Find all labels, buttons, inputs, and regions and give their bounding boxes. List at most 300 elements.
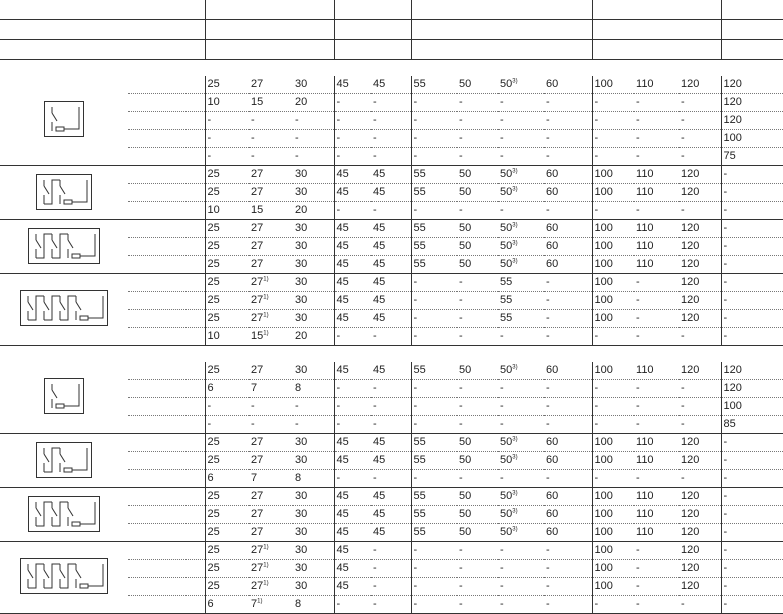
rating-value: - <box>295 400 299 412</box>
voltage-label <box>128 328 186 346</box>
rating-value: 120 <box>681 258 700 270</box>
rating-value: 55 <box>413 526 426 538</box>
rating-value: - <box>681 472 685 484</box>
voltage-label <box>128 238 186 256</box>
rating-value: 10 <box>207 330 220 342</box>
rating-cell-ga75 <box>721 560 783 578</box>
rating-value: 25 <box>207 258 220 270</box>
rating-cell-af30 <box>457 274 498 292</box>
voltage-label <box>128 524 186 542</box>
single-pole-contact-icon <box>44 101 84 137</box>
rating-cell-a30 <box>411 506 457 524</box>
rating-value: 120 <box>681 436 700 448</box>
rating-cell-af30 <box>457 130 498 148</box>
rating-value: - <box>373 472 377 484</box>
rating-cell-af26 <box>371 488 411 506</box>
rating-value: 120 <box>723 78 742 90</box>
rating-value: - <box>336 598 341 610</box>
rating-cell-a9 <box>205 452 249 470</box>
rating-value: 45 <box>336 186 349 198</box>
rating-cell-a50 <box>592 416 634 434</box>
rating-value: 45 <box>373 78 386 90</box>
rating-value: - <box>636 382 640 394</box>
rating-value: 6 <box>207 472 214 484</box>
rating-value: - <box>500 382 504 394</box>
rating-value: - <box>723 490 728 502</box>
rating-cell-a30 <box>411 274 457 292</box>
rating-cell-af38 <box>498 380 544 398</box>
rating-value: 100 <box>594 168 613 180</box>
rating-value: - <box>594 418 599 430</box>
rating-value: - <box>413 294 418 306</box>
rating-cell-af38 <box>498 362 544 380</box>
voltage-label <box>128 310 186 328</box>
rating-cell-a75 <box>679 596 721 614</box>
rating-value: - <box>636 400 640 412</box>
rating-cell-a40 <box>544 416 592 434</box>
rating-value: - <box>636 132 640 144</box>
rating-value: 27 <box>251 436 264 448</box>
footnote-marker: 3) <box>512 258 518 265</box>
rating-value: 110 <box>636 364 654 376</box>
rating-value: - <box>723 436 728 448</box>
rating-cell-a16 <box>293 524 334 542</box>
rating-value: 50 <box>459 490 472 502</box>
rating-value: - <box>459 598 463 610</box>
rating-value: 45 <box>336 508 349 520</box>
rating-value: - <box>500 400 504 412</box>
rating-value: 45 <box>373 276 386 288</box>
rating-value: 120 <box>681 490 700 502</box>
rating-value: 15 <box>251 204 264 216</box>
rating-value: - <box>546 330 550 342</box>
rating-cell-af30 <box>457 256 498 274</box>
rating-cell-af38 <box>498 506 544 524</box>
rating-value: 110 <box>636 258 654 270</box>
rating-value: - <box>681 418 685 430</box>
single-pole-contact-icon <box>44 378 84 414</box>
rating-value: 120 <box>681 526 700 538</box>
rating-cell-af26 <box>371 524 411 542</box>
rating-value: - <box>500 562 504 574</box>
rating-value: - <box>373 150 377 162</box>
rating-value: - <box>500 418 504 430</box>
rating-cell-a50 <box>592 560 634 578</box>
rating-cell-af30 <box>457 524 498 542</box>
rating-cell-a63 <box>634 470 679 488</box>
rating-value: - <box>546 114 550 126</box>
rating-value: - <box>636 312 640 324</box>
rating-value: - <box>459 418 463 430</box>
unit-label <box>186 470 205 488</box>
rating-value: - <box>500 132 504 144</box>
rating-value: 27 <box>251 544 264 556</box>
rating-value: 20 <box>295 96 308 108</box>
rating-value: 30 <box>295 186 308 198</box>
rating-value: 100 <box>594 454 613 466</box>
rating-cell-a30 <box>411 398 457 416</box>
rating-cell-af26 <box>371 220 411 238</box>
rating-cell-a26 <box>334 452 371 470</box>
rating-value: 27 <box>251 364 264 376</box>
rating-value: 100 <box>594 276 613 288</box>
rating-cell-ga75 <box>721 362 783 380</box>
rating-cell-a16 <box>293 184 334 202</box>
rating-cell-a16 <box>293 362 334 380</box>
rating-value: - <box>636 96 640 108</box>
rating-cell-a63 <box>634 112 679 130</box>
rating-value: 25 <box>207 312 220 324</box>
rating-value: - <box>207 132 212 144</box>
rating-value: 50 <box>459 168 472 180</box>
rating-cell-af38 <box>498 542 544 560</box>
rating-value: 45 <box>373 508 386 520</box>
rating-cell-af26 <box>371 542 411 560</box>
rating-cell-a12 <box>249 362 293 380</box>
rating-value: 45 <box>373 312 386 324</box>
rating-cell-a75 <box>679 274 721 292</box>
rating-cell-a30 <box>411 560 457 578</box>
rating-value: - <box>500 580 504 592</box>
rating-cell-a16 <box>293 148 334 166</box>
rating-value: 50 <box>500 508 513 520</box>
rating-value: - <box>636 562 640 574</box>
rating-cell-a30 <box>411 256 457 274</box>
rating-value: - <box>546 400 550 412</box>
voltage-label <box>128 112 186 130</box>
footnote-marker: 3) <box>512 454 518 461</box>
rating-cell-af30 <box>457 94 498 112</box>
rating-cell-a40 <box>544 506 592 524</box>
rating-cell-ga75 <box>721 328 783 346</box>
rating-value: - <box>681 132 685 144</box>
rating-value: - <box>636 276 640 288</box>
rating-cell-a63 <box>634 506 679 524</box>
rating-cell-a63 <box>634 560 679 578</box>
rating-cell-a16 <box>293 256 334 274</box>
rating-value: 50 <box>500 364 513 376</box>
rating-cell-a30 <box>411 542 457 560</box>
header-cell-a40 <box>544 0 592 20</box>
rating-value: 120 <box>681 240 700 252</box>
rating-cell-a40 <box>544 542 592 560</box>
rating-cell-a26 <box>334 76 371 94</box>
rating-value: 30 <box>295 526 308 538</box>
rating-value: - <box>723 562 728 574</box>
rating-cell-af38 <box>498 202 544 220</box>
rating-cell-a40 <box>544 380 592 398</box>
rating-value: 27 <box>251 78 264 90</box>
rating-cell-af26 <box>371 434 411 452</box>
rating-cell-a30 <box>411 130 457 148</box>
rating-cell-a50 <box>592 310 634 328</box>
unit-label <box>186 148 205 166</box>
rating-cell-af26 <box>371 470 411 488</box>
rating-value: 30 <box>295 364 308 376</box>
header-cell-a75 <box>679 0 721 20</box>
header-cell-af38 <box>498 0 544 20</box>
rating-value: - <box>723 276 728 288</box>
three-pole-series-contact-icon <box>28 496 100 532</box>
header-cell-af26 <box>371 0 411 20</box>
rating-value: - <box>459 204 463 216</box>
rating-cell-a50 <box>592 578 634 596</box>
rating-cell-a16 <box>293 470 334 488</box>
rating-value: 25 <box>207 508 220 520</box>
rating-cell-a30 <box>411 578 457 596</box>
unit-label <box>186 166 205 184</box>
rating-value: 25 <box>207 562 220 574</box>
rating-cell-a63 <box>634 184 679 202</box>
rating-value: - <box>681 114 685 126</box>
rating-value: - <box>594 150 599 162</box>
rating-value: - <box>459 312 463 324</box>
rating-value: - <box>546 418 550 430</box>
rating-value: - <box>207 114 212 126</box>
rating-value: 100 <box>594 222 613 234</box>
rating-cell-af38 <box>498 416 544 434</box>
rating-cell-a40 <box>544 238 592 256</box>
unit-label <box>186 130 205 148</box>
header-cell-a40 <box>544 40 592 60</box>
unit-label <box>186 184 205 202</box>
rating-value: 25 <box>207 364 220 376</box>
rating-cell-ga75 <box>721 310 783 328</box>
rating-value: 100 <box>594 508 613 520</box>
rating-cell-ga75 <box>721 524 783 542</box>
header-cell-a50 <box>592 40 634 60</box>
rating-value: 50 <box>500 436 513 448</box>
rating-cell-ga75 <box>721 434 783 452</box>
rating-value: - <box>295 114 299 126</box>
rating-value: - <box>723 222 728 234</box>
header-cell-a75 <box>679 20 721 40</box>
rating-value: 30 <box>295 454 308 466</box>
rating-value: 120 <box>681 508 700 520</box>
rating-value: - <box>594 400 599 412</box>
rating-cell-a9 <box>205 112 249 130</box>
rating-value: 120 <box>681 544 700 556</box>
rating-cell-a9 <box>205 362 249 380</box>
rating-value: 25 <box>207 78 220 90</box>
rating-value: 27 <box>251 294 264 306</box>
rating-value: 25 <box>207 580 220 592</box>
rating-cell-a26 <box>334 416 371 434</box>
rating-value: 120 <box>681 168 700 180</box>
rating-value: 30 <box>295 222 308 234</box>
rating-cell-a40 <box>544 362 592 380</box>
rating-value: 30 <box>295 490 308 502</box>
rating-value: 45 <box>336 436 349 448</box>
rating-value: 55 <box>413 186 426 198</box>
rating-cell-af26 <box>371 76 411 94</box>
rating-cell-a40 <box>544 488 592 506</box>
rating-cell-a63 <box>634 148 679 166</box>
rating-cell-a12 <box>249 148 293 166</box>
rating-value: 60 <box>546 240 559 252</box>
footnote-marker: 1) <box>257 598 263 605</box>
voltage-label <box>128 94 186 112</box>
rating-cell-af26 <box>371 202 411 220</box>
rating-value: 55 <box>500 276 513 288</box>
rating-value: 45 <box>336 490 349 502</box>
rating-cell-a16 <box>293 274 334 292</box>
rating-value: 45 <box>336 364 349 376</box>
rating-cell-a75 <box>679 506 721 524</box>
rating-cell-a75 <box>679 328 721 346</box>
rating-cell-a63 <box>634 452 679 470</box>
rating-cell-a40 <box>544 524 592 542</box>
rating-value: 45 <box>336 294 349 306</box>
rating-value: - <box>594 472 599 484</box>
rating-cell-a16 <box>293 596 334 614</box>
header-cell-ga75 <box>721 0 783 20</box>
rating-cell-a30 <box>411 112 457 130</box>
rating-cell-a63 <box>634 292 679 310</box>
rating-value: 50 <box>459 240 472 252</box>
rating-value: - <box>594 204 599 216</box>
voltage-label <box>128 596 186 614</box>
rating-cell-a75 <box>679 398 721 416</box>
rating-value: - <box>207 418 212 430</box>
rating-value: - <box>459 330 463 342</box>
rating-cell-a12 <box>249 310 293 328</box>
unit-label <box>186 578 205 596</box>
rating-value: - <box>546 544 550 556</box>
rating-value: 25 <box>207 544 220 556</box>
rating-cell-af26 <box>371 238 411 256</box>
rating-cell-a50 <box>592 220 634 238</box>
voltage-label <box>128 76 186 94</box>
rating-cell-a12 <box>249 524 293 542</box>
rating-cell-a12 <box>249 560 293 578</box>
rating-value: 120 <box>723 364 742 376</box>
unit-label <box>186 310 205 328</box>
rating-cell-af30 <box>457 362 498 380</box>
rating-value: - <box>594 330 599 342</box>
rating-value: 25 <box>207 222 220 234</box>
rating-cell-a12 <box>249 130 293 148</box>
unit-label <box>186 398 205 416</box>
rating-cell-a26 <box>334 310 371 328</box>
rating-cell-af38 <box>498 112 544 130</box>
rating-value: 30 <box>295 562 308 574</box>
rating-value: - <box>546 294 550 306</box>
rating-value: 45 <box>373 490 386 502</box>
rating-cell-a12 <box>249 398 293 416</box>
rating-value: 27 <box>251 562 264 574</box>
rating-cell-a26 <box>334 524 371 542</box>
rating-cell-af26 <box>371 112 411 130</box>
rating-value: 100 <box>594 258 613 270</box>
rating-value: 45 <box>336 240 349 252</box>
rating-value: 45 <box>336 276 349 288</box>
rating-cell-a63 <box>634 256 679 274</box>
rating-cell-a40 <box>544 328 592 346</box>
coil-type-label <box>0 0 205 20</box>
rating-value: 100 <box>594 490 613 502</box>
rating-value: 25 <box>207 294 220 306</box>
rating-cell-a16 <box>293 130 334 148</box>
rating-value: 60 <box>546 454 559 466</box>
rating-cell-af26 <box>371 256 411 274</box>
rating-cell-a40 <box>544 292 592 310</box>
header-cell-af38 <box>498 20 544 40</box>
voltage-label <box>128 220 186 238</box>
rating-cell-a16 <box>293 380 334 398</box>
rating-value: - <box>500 330 504 342</box>
rating-value: - <box>336 114 341 126</box>
rating-cell-a63 <box>634 578 679 596</box>
rating-value: - <box>413 382 418 394</box>
rating-value: 120 <box>681 276 700 288</box>
rating-value: - <box>546 598 550 610</box>
rating-cell-ga75 <box>721 398 783 416</box>
utilization-category <box>0 60 783 77</box>
voltage-label <box>128 434 186 452</box>
rating-value: 27 <box>251 580 264 592</box>
rating-value: - <box>336 132 341 144</box>
rating-value: 50 <box>500 240 513 252</box>
rating-value: - <box>413 562 418 574</box>
header-cell-a30 <box>411 40 457 60</box>
rating-cell-af26 <box>371 184 411 202</box>
rating-cell-a50 <box>592 542 634 560</box>
rating-value: - <box>373 96 377 108</box>
rating-cell-a75 <box>679 94 721 112</box>
rating-value: 45 <box>373 364 386 376</box>
rating-value: 27 <box>251 276 264 288</box>
rating-cell-a40 <box>544 596 592 614</box>
rating-value: - <box>636 598 640 610</box>
rating-cell-af38 <box>498 184 544 202</box>
rating-value: 110 <box>636 490 654 502</box>
rating-cell-af30 <box>457 596 498 614</box>
rating-cell-af30 <box>457 184 498 202</box>
rating-value: - <box>546 382 550 394</box>
rating-cell-a9 <box>205 488 249 506</box>
rating-value: - <box>546 562 550 574</box>
rating-cell-a9 <box>205 560 249 578</box>
rating-cell-af38 <box>498 274 544 292</box>
rating-value: - <box>500 114 504 126</box>
rating-cell-a40 <box>544 130 592 148</box>
rating-cell-a16 <box>293 416 334 434</box>
rating-cell-af38 <box>498 292 544 310</box>
rating-value: - <box>295 418 299 430</box>
rating-cell-af30 <box>457 238 498 256</box>
rating-cell-a9 <box>205 76 249 94</box>
rating-value: 120 <box>723 382 742 394</box>
footnote-marker: 1) <box>263 276 269 283</box>
rating-cell-a63 <box>634 274 679 292</box>
rating-cell-a75 <box>679 560 721 578</box>
voltage-label <box>128 560 186 578</box>
rating-cell-af30 <box>457 560 498 578</box>
header-cell-a63 <box>634 0 679 20</box>
rating-value: 50 <box>500 454 513 466</box>
rating-value: 30 <box>295 276 308 288</box>
rating-cell-a16 <box>293 202 334 220</box>
unit-label <box>186 506 205 524</box>
rating-value: - <box>413 472 418 484</box>
rating-cell-a16 <box>293 488 334 506</box>
circuit-diagram-cell <box>0 76 128 166</box>
rating-value: 27 <box>251 222 264 234</box>
rating-cell-a63 <box>634 76 679 94</box>
circuit-diagram-cell <box>0 488 128 542</box>
rating-cell-a9 <box>205 398 249 416</box>
